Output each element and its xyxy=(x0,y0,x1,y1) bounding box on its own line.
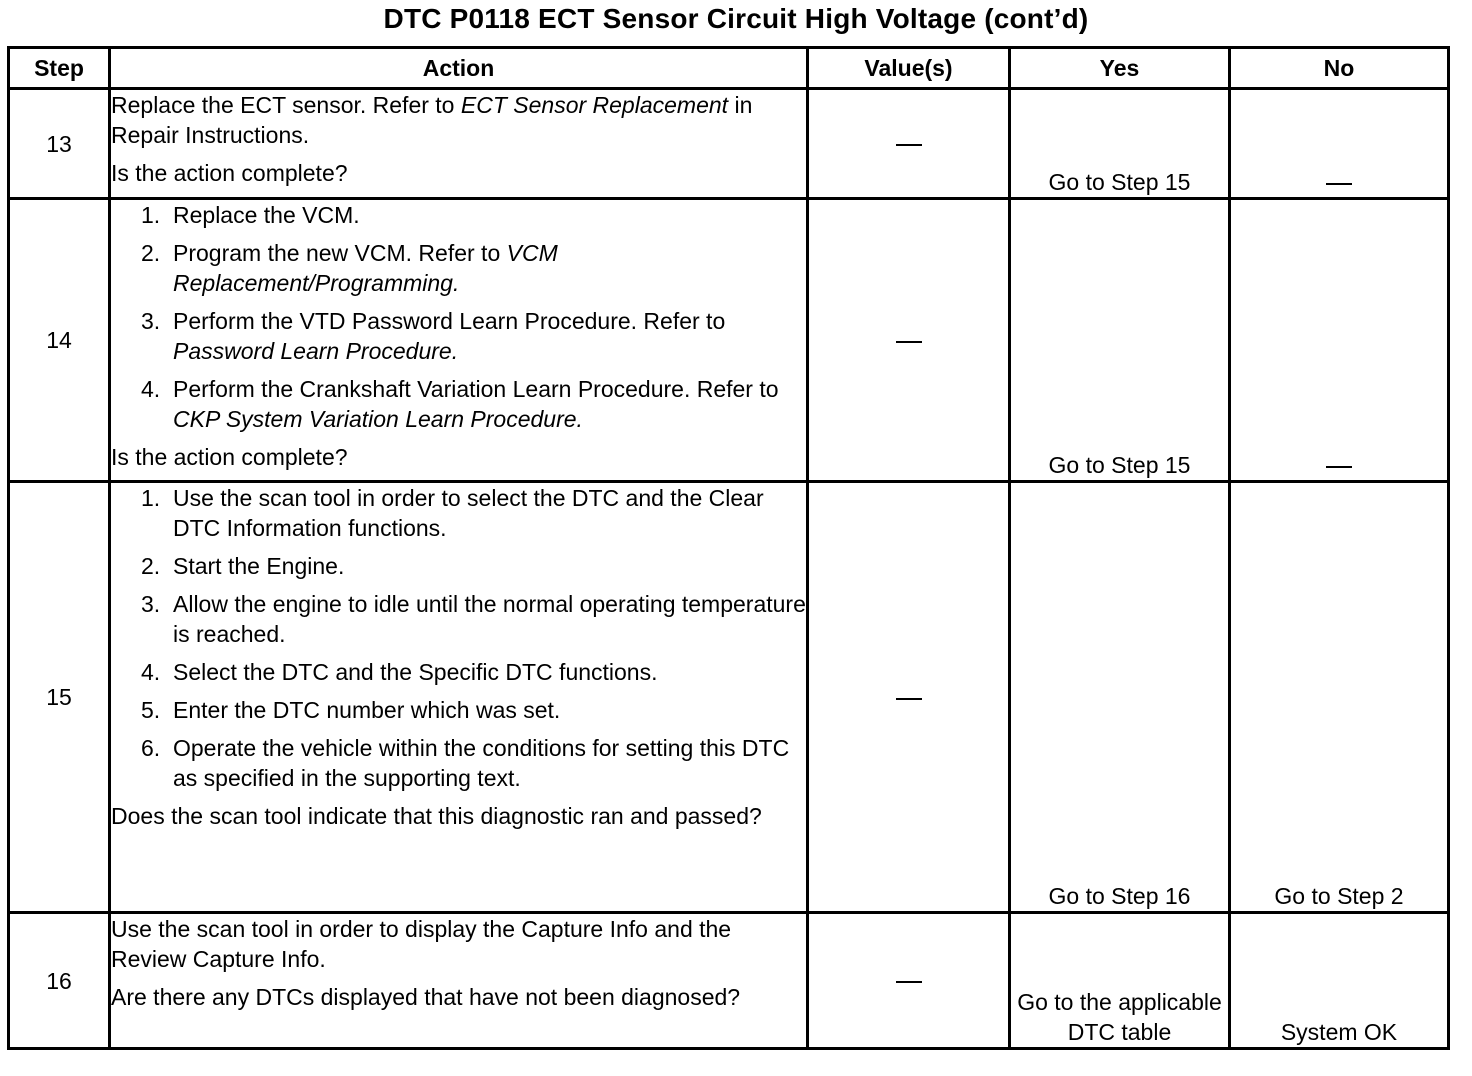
reference-text: ECT Sensor Replacement xyxy=(460,92,729,118)
procedure-step xyxy=(111,551,806,581)
action-text: Replace the ECT sensor. Refer to xyxy=(111,92,461,118)
action-text: Enter the DTC number which was set. xyxy=(173,697,561,723)
step-index: 2. xyxy=(141,240,161,266)
action-text: Program the new VCM. Refer to xyxy=(173,240,507,266)
action-question: Is the action complete? xyxy=(111,444,348,470)
yes-cell xyxy=(1010,482,1230,913)
step-index: 2. xyxy=(141,553,161,579)
action-text: Allow the engine to idle until the normal operating temperature is reached. xyxy=(173,591,806,647)
dash-mark xyxy=(1326,183,1352,185)
procedure-step xyxy=(111,483,806,543)
reference-text: CKP System Variation Learn Procedure. xyxy=(173,406,583,432)
procedure-step xyxy=(111,200,806,230)
outcome-text: Go to Step 16 xyxy=(1048,883,1191,909)
dash-mark xyxy=(896,144,922,146)
action-cell xyxy=(110,913,808,1049)
action-text: in Repair Instructions. xyxy=(111,92,753,148)
yes-cell xyxy=(1010,89,1230,199)
step-index: 5. xyxy=(141,697,161,723)
yes-cell xyxy=(1010,913,1230,1049)
action-text: Perform the Crankshaft Variation Learn Procedure. Refer to xyxy=(173,376,779,402)
no-cell xyxy=(1230,913,1449,1049)
header-no: No xyxy=(1230,48,1449,89)
step-index: 1. xyxy=(141,202,161,228)
action-question: Is the action complete? xyxy=(111,160,348,186)
action-text: Use the scan tool in order to select the DTC and the Clear DTC Information functions. xyxy=(173,485,764,541)
header-yes: Yes xyxy=(1010,48,1230,89)
outcome-text: Go to Step 15 xyxy=(1048,169,1191,195)
value-cell xyxy=(808,913,1010,1049)
procedure-step xyxy=(111,695,806,725)
procedure-step xyxy=(111,589,806,649)
procedure-list xyxy=(111,483,806,793)
dash-mark xyxy=(896,981,922,983)
header-values: Value(s) xyxy=(808,48,1010,89)
yes-cell xyxy=(1010,199,1230,482)
dash-mark xyxy=(896,341,922,343)
action-text: Perform the VTD Password Learn Procedure. Refer to xyxy=(173,308,726,334)
action-text: Select the DTC and the Specific DTC functions. xyxy=(173,659,658,685)
table-row xyxy=(9,89,1449,199)
step-number: 13 xyxy=(9,89,110,199)
action-cell xyxy=(110,89,808,199)
header-row xyxy=(9,48,1449,89)
value-cell xyxy=(808,482,1010,913)
header-action: Action xyxy=(110,48,808,89)
step-index: 1. xyxy=(141,485,161,511)
outcome-text: System OK xyxy=(1280,1019,1398,1045)
action-cell xyxy=(110,482,808,913)
table-row xyxy=(9,913,1449,1049)
dash-mark xyxy=(1326,466,1352,468)
table-row xyxy=(9,482,1449,913)
action-cell xyxy=(110,199,808,482)
reference-text: Password Learn Procedure. xyxy=(173,338,459,364)
no-cell xyxy=(1230,482,1449,913)
table-row xyxy=(9,199,1449,482)
procedure-step xyxy=(111,733,806,793)
step-index: 3. xyxy=(141,308,161,334)
procedure-step xyxy=(111,238,806,298)
no-cell xyxy=(1230,89,1449,199)
action-question: Does the scan tool indicate that this diagnostic ran and passed? xyxy=(111,803,762,829)
procedure-step xyxy=(111,374,806,434)
dash-mark xyxy=(896,698,922,700)
header-step: Step xyxy=(9,48,110,89)
procedure-step xyxy=(111,306,806,366)
step-number: 16 xyxy=(9,913,110,1049)
page-title: DTC P0118 ECT Sensor Circuit High Voltage (cont’d) xyxy=(383,3,1089,34)
outcome-text: Go to Step 2 xyxy=(1274,883,1404,909)
action-text: Start the Engine. xyxy=(173,553,345,579)
no-cell xyxy=(1230,199,1449,482)
procedure-list xyxy=(111,200,806,434)
value-cell xyxy=(808,199,1010,482)
diagnostic-table xyxy=(7,46,1450,1050)
step-index: 3. xyxy=(141,591,161,617)
action-text: Operate the vehicle within the conditions for setting this DTC as specified in the supporting text. xyxy=(173,735,790,791)
step-index: 6. xyxy=(141,735,161,761)
step-number: 14 xyxy=(9,199,110,482)
value-cell xyxy=(808,89,1010,199)
outcome-text: Go to Step 15 xyxy=(1048,452,1191,478)
action-question: Are there any DTCs displayed that have not been diagnosed? xyxy=(111,984,741,1010)
action-paragraph xyxy=(111,914,806,974)
step-index: 4. xyxy=(141,376,161,402)
step-number: 15 xyxy=(9,482,110,913)
action-text: Use the scan tool in order to display the Capture Info and the Review Capture Info. xyxy=(111,916,732,972)
reference-text: VCM Replacement/Programming. xyxy=(173,240,558,296)
outcome-text: Go to the applicable DTC table xyxy=(1017,989,1222,1045)
action-text: Replace the VCM. xyxy=(173,202,360,228)
procedure-step xyxy=(111,657,806,687)
action-paragraph xyxy=(111,90,806,150)
step-index: 4. xyxy=(141,659,161,685)
